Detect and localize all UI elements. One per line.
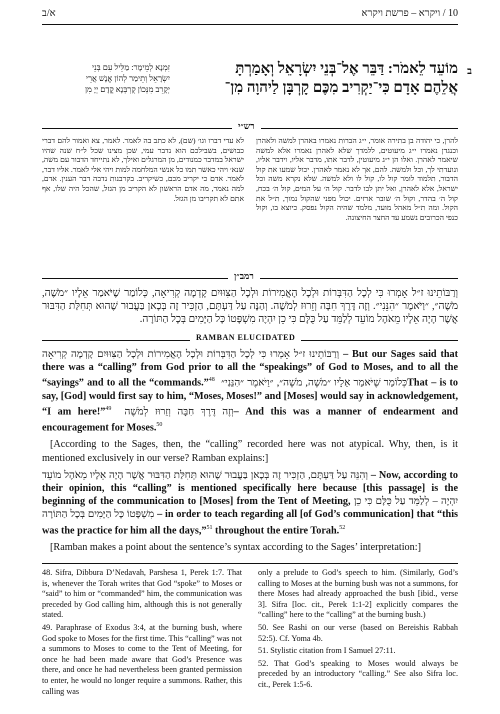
footnote-number: 48. (42, 568, 53, 577)
elucidated-paragraph-1 (42, 348, 458, 434)
translation-text: throughout the entire Torah. (212, 525, 340, 536)
elucidated-label: RAMBAN ELUCIDATED (190, 333, 301, 342)
footnote-number: 49. (42, 622, 53, 632)
footnotes-left-column (42, 568, 242, 697)
hebrew-lemma: וְהִנֵּה עַל דַּעְתָּם, הַזְכִּיר זֶה בְּכָאן בַּעֲבוּר שֶׁהוּא תְּחִלַּת הַדִּבּוּר אֲשֶׁר הָיָה אֵלָיו מֵאֹהֶל מוֹעֵד (42, 469, 368, 481)
verse-number: ב (467, 66, 472, 77)
footnote-48 (42, 568, 242, 621)
hebrew-lemma: יִהְיֶה מִשְׁפָּטוֹ כָּל הַיָּמִים בְּכָל הַתּוֹרָה (42, 496, 459, 521)
ramban-text: וְרַבּוֹתֵינוּ ז״ל אָמְרוּ כִּי לְכָל הַדִּבְּרוֹת וּלְכָל הָאֲמִירוֹת וּלְכָל הַצִּוּוּיִם קָדְמָה קְרִיאָה, כְּלוֹמַר שֶׁיֹּאמַר אֵלָיו ״מֹשֶׁה, מֹשֶׁה״, ״וַיֹּאמֶר ״הִנֵּנִי״. וְזֶה דֶּרֶךְ חִבָּה וְזֵרוּז לְמֹשֶׁה. וְהַנֶּה עַל דַּעְתָּם, הַזְכִּיר זֶה בְּכָאן בַּעֲבוּר שֶׁהוּא תְּחִלַּת הַדִּבּוּר אֲשֶׁר הָיָה אֵלָיו מֵאֹהֶל מוֹעֵד לְלַמֵּד עַל כֻּלָּם כִּי כֵן יִהְיֶה מִשְׁפָּטוֹ כָּל הַיָּמִים בְּכָל הַתּוֹרָה. (42, 288, 458, 325)
footnote-ref: 50 (156, 421, 163, 428)
footnote-text: That God’s speaking to Moses would always be preceded by an introductory “calling.” See also Sifra loc. cit., Perek 1:5-6. (258, 658, 458, 689)
footnotes-right-column (258, 568, 458, 691)
translation-text: – And this was a manner of endearment and encouragement for Moses. (42, 406, 459, 434)
footnote-49-continued (258, 568, 458, 621)
footnotes-rule (42, 563, 458, 564)
footnote-number: 52. (258, 658, 269, 668)
hebrew-lemma: לְלַמֵּד עַל כֻּלָּם כִּי כֵן (353, 496, 430, 508)
hebrew-lemma: וְזֶה דֶּרֶךְ חִבָּה וְזֵרוּז לְמֹשֶׁה (117, 406, 234, 418)
rashi-label: רש״י (232, 121, 261, 131)
targum-line-3: יְקָרֵב מִנְּכוֹן קֻרְבְּנָא קֳדָם יְיָ מִן (84, 85, 170, 94)
footnote-52 (258, 659, 458, 691)
footnote-49 (42, 623, 242, 697)
targum-block (42, 62, 170, 95)
footnote-text: only a prelude to God’s speech to him. (Similarly, God’s calling to Moses at the burning bush was not a summons, for there Moses had already approached the bush [ibid., verse 3]. Sifra [loc. cit., Perek 1:1-2] explicitly compares the “calling” here to the “calling” at the burning bush.) (258, 568, 458, 620)
verse-line-2: אֲלֵהֶם אָדָם כִּי־יַקְרִיב מִכֶּם קָרְבָּן לַיהוָה מִן־ (224, 80, 458, 96)
footnote-number: 51. (258, 646, 269, 656)
footnote-number: 50. (258, 622, 269, 632)
elucidated-paragraph-2: וְהִנֵּה עַל דַּעְתָּם, הַזְכִּיר זֶה בְּכָאן בַּעֲבוּר שֶׁהוּא תְּחִלַּת הַדִּבּוּר אֲשֶׁר הָיָה אֵלָיו מֵאֹהֶל מוֹעֵד – Now, according to their opinion, this “calling” is mentioned specifically here because [this passage] is the beginning of the communication to [Moses] from the Tent of Meeting, לְלַמֵּד עַל כֻּלָּם כִּי כֵן – יִהְיֶה מִשְׁפָּטוֹ כָּל הַיָּמִים בְּכָל הַתּוֹרָה – in order to teach regarding all [of God’s communication] that “this was the practice for him all the days,”$^{51}$ throughout the entire Torah.$^{52}$ (42, 469, 459, 536)
footnote-ref: 49 (105, 406, 112, 413)
footnote-text: Stylistic citation from I Samuel 27:11. (270, 646, 396, 656)
rashi-right-column: להרן, כי יהודה בן בתירה אומר, י״ג הברות נאמרו באהרן למשה ולאהרן וכנגדן נאמרו י״ג מיעוטים, ללמדך שלא לאהרן נאמרו אלא למשה שיאמר לאהרן. ואלו הן י״ג מיעוטין, לדבר אתו, מדבר אליו, וידבר אליו, ונועדתי לך, וכל ולמשה. להם, אך לא נאמר לאהרן. יכול שמעו את קול הדבור, תלמוד לומר קול לו, קול לו ולא למשה. שלא נקרא משה וכל ישראל, אלא לאהרן, ואל יתן לבו לדבר. קול ה׳ על המים, קול ה׳ בכח, קול ה׳ בהדר, וקול ה׳ שובר ארזים. יכול מפני שהקול נמוך, ת״ל את הקול. ומה ת״ל מאהל מועד, מלמד שהיה הקול נפסק. כיוצא בו, וקול כנפי הכרובים נשמע עד החצר החיצונה. (256, 136, 458, 222)
targum-line-2: יִשְׂרָאֵל וְתֵימַר לְהוֹן אֱנָשׁ אֲרֵי (85, 74, 170, 83)
footnote-ref: 51 (206, 524, 213, 531)
bracket-note-1: [According to the Sages, then, the “calling” recorded here was not atypical. Why, then, is it mentioned exclusively in our verse? Ramban explains:] (42, 439, 458, 464)
ramban-label: רמב״ן (228, 271, 260, 281)
footnote-text: See Rashi on our verse (based on Bereishis Rabbah 52:5). Cf. Yoma 4b. (258, 622, 459, 643)
footnote-text: Paraphrase of Exodus 3:4, at the burning bush, where God spoke to Moses for the first time. This “calling” was not a summons to Moses to come to the Tent of Meeting, for once he had been made aware that God’s Presence was there, and once he had nevertheless been granted permission to enter, he would no longer require a summons. Rather, this calling was (42, 622, 242, 696)
footnote-text: Sifra, Dibbura D’Nedavah, Parshesa 1, Perek 1:7. That is, whenever the Torah writes that God “spoke” to Moses or “said” to him or “commanded” him, the communication was preceded by God calling him, although this is not generally stated. (42, 568, 243, 620)
running-header: 10 / ויקרא – פרשת ויקרא (361, 8, 458, 19)
translation-text: – Now, according to their opinion, this “calling” is mentioned specifically here because [this passage] is the beginning of the communication to [Moses] from the Tent of Meeting, (42, 469, 458, 508)
translation-text: That (407, 377, 429, 389)
footnote-ref: 48 (208, 377, 215, 384)
footnote-50 (258, 623, 458, 644)
translation-text: – is to say, [God] would first say to him, “Moses, Moses!” and [Moses] would say in acknowledgement, “I am here!” (42, 377, 459, 418)
rashi-left-column: לא עדי דברו וגו׳ (שם), לא כתב בה לאמר. לאמר, צא ואמור להם דברי כבושים, בשבילכם הוא נדבר עמי, שכן מצינו שכל ל״ח שנה שהיו ישראל במדבר כמנודים, מן המרגלים ואילך, לא נתייחד הדבור עם משה, שנא׳ ויהי כאשר תמו כל אנשי המלחמה למות ויהי אלי לאמר. אליו דבר, לאמר. אדם כי יקריב מכם, כשיקריב. בקרבנות נדבה דבר הענין. אדם, למה נאמר, מה אדם הראשון לא הקריב מן הגזל, שהכל היה שלו, אף אתם לא תקריבו מן הגזל. (42, 136, 244, 203)
header-rule (42, 24, 458, 25)
bracket-note-2: [Ramban makes a point about the sentence’s syntax according to the Sages’ interpretation:] (50, 542, 421, 554)
hebrew-lemma: כְּלוֹמַר שֶׁיֹּאמַר אֵלָיו ״מֹשֶׁה, מֹשֶׁה״, ״וַיֹּאמֶר ״הִנֵּנִי״ (217, 377, 408, 389)
elucidated-body (42, 348, 458, 554)
translation-text: – in order to teach regarding all [of God’s communication] that “this was the practice for him all the days,” (42, 509, 459, 536)
page-marker: א/ב (42, 8, 56, 19)
translation-text: – But our Sages said that there was a “calling” from God prior to all the “speakings” of God to Moses, and to all the “sayings” and to all the “commands.” (42, 349, 459, 389)
hebrew-lemma: וְרַבּוֹתֵינוּ ז״ל אָמְרוּ כִּי לְכָל הַדִּבְּרוֹת וּלְכָל הָאֲמִירוֹת וּלְכָל הַצִּוּוּיִם קָדְמָה קְרִיאָה (42, 349, 340, 360)
verse-block (175, 60, 472, 98)
footnote-ref: 52 (339, 524, 346, 531)
targum-line-1: זִמְנָא לְמֵימָר: מַלֵּיל עִם בְּנֵי (91, 63, 170, 72)
footnote-51 (258, 646, 458, 657)
verse-line-1: מוֹעֵד לֵאמֹר: דַּבֵּר אֶל־בְּנֵי יִשְׂרָאֵל וְאָמַרְתָּ (235, 61, 458, 77)
